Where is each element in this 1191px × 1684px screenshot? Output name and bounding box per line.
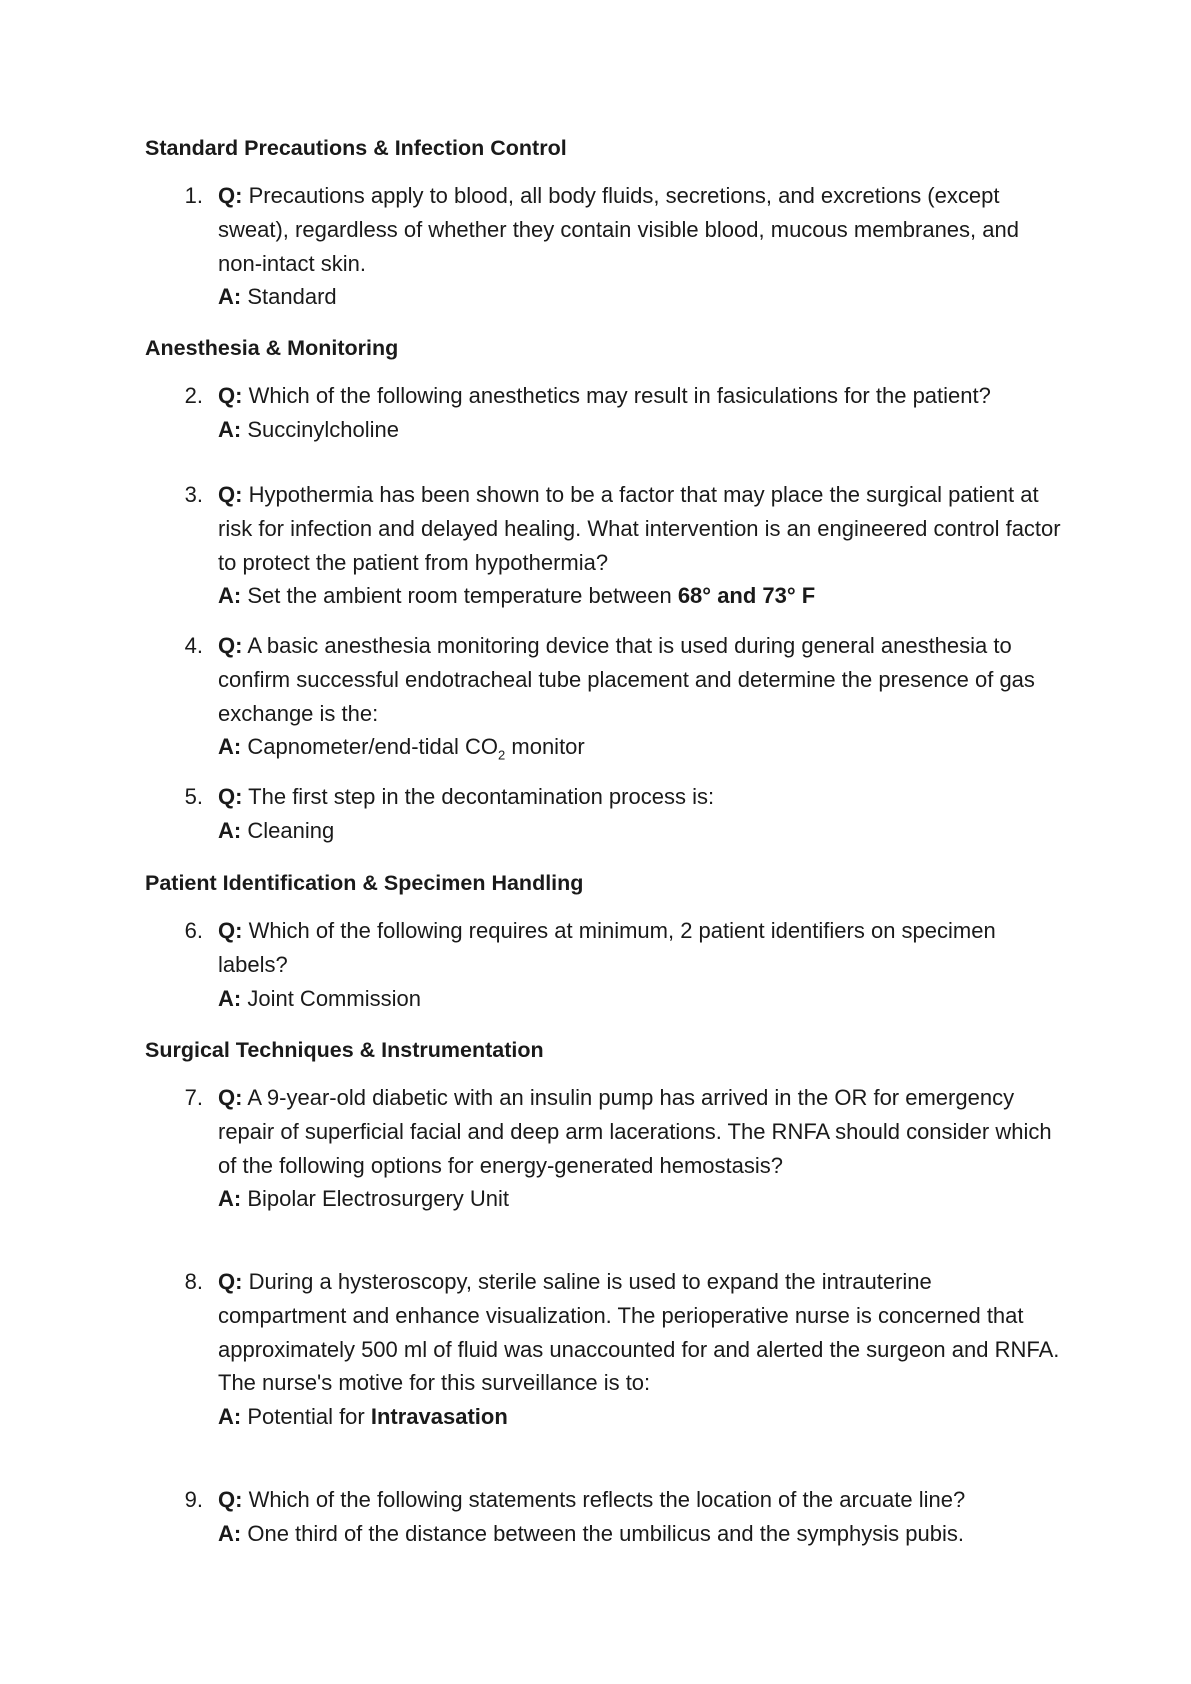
item-number: 9. (184, 1487, 203, 1512)
answer: A: Cleaning (218, 817, 335, 843)
question: Q: A basic anesthesia monitoring device that is used during general anesthesia to confirm successful endotracheal tube placement and determine the presence of gas exchange is the: (218, 633, 1035, 726)
qa-item-2 (145, 379, 1065, 447)
question: Q: The first step in the decontamination process is: (218, 784, 715, 809)
question: Q: Which of the following requires at minimum, 2 patient identifiers on specimen labels? (218, 918, 996, 977)
answer: A: Joint Commission (218, 985, 421, 1011)
qa-item-8 (145, 1265, 1065, 1434)
question: Q: Which of the following anesthetics may result in fasiculations for the patient? (218, 383, 991, 408)
item-number: 2. (184, 383, 203, 408)
answer: A: Potential for Intravasation (218, 1404, 508, 1430)
qa-item-7 (145, 1081, 1065, 1216)
qa-item-6 (145, 914, 1065, 1015)
item-number: 6. (184, 918, 203, 943)
answer: A: Bipolar Electrosurgery Unit (218, 1186, 510, 1212)
item-number: 1. (184, 183, 203, 208)
qa-item-3 (145, 478, 1065, 613)
item-number: 4. (184, 633, 203, 658)
answer: A: Standard (218, 284, 337, 310)
question: Q: Hypothermia has been shown to be a factor that may place the surgical patient at risk for infection and delayed healing. What intervention is an engineered control factor to protect the patient from hypothermia? (218, 482, 1061, 575)
answer: A: Set the ambient room temperature between 68° and 73° F (218, 583, 816, 609)
answer: A: Capnometer/end-tidal $CO_2$ monitor (218, 734, 585, 763)
item-number: 8. (184, 1269, 203, 1294)
item-number: 3. (184, 482, 203, 507)
section-heading: Standard Precautions & Infection Control (145, 136, 567, 160)
section-heading: Anesthesia & Monitoring (145, 336, 399, 360)
question: Q: Which of the following statements reflects the location of the arcuate line? (218, 1487, 966, 1512)
question: Q: During a hysteroscopy, sterile saline is used to expand the intrauterine compartment and enhance visualization. The perioperative nurse is concerned that approximately 500 ml of fluid was unaccounted for and alerted the surgeon and RNFA. The nurse's motive for this surveillance is to: (218, 1269, 1060, 1396)
qa-item-9 (145, 1483, 1065, 1551)
answer: A: Succinylcholine (218, 416, 399, 442)
section-heading: Surgical Techniques & Instrumentation (145, 1038, 544, 1062)
qa-item-1 (145, 179, 1065, 314)
item-number: 7. (184, 1085, 203, 1110)
question: Q: Precautions apply to blood, all body fluids, secretions, and excretions (except sweat), regardless of whether they contain visible blood, mucous membranes, and non-intact skin. (218, 183, 1019, 276)
question: Q: A 9-year-old diabetic with an insulin pump has arrived in the OR for emergency repair of superficial facial and deep arm lacerations. The RNFA should consider which of the following options for energy-generated hemostasis? (218, 1085, 1052, 1178)
item-number: 5. (184, 784, 203, 809)
answer: A: One third of the distance between the umbilicus and the symphysis pubis. (218, 1520, 964, 1546)
section-heading: Patient Identification & Specimen Handling (145, 871, 584, 895)
qa-item-5 (145, 780, 1065, 848)
qa-item-4 (145, 629, 1065, 764)
